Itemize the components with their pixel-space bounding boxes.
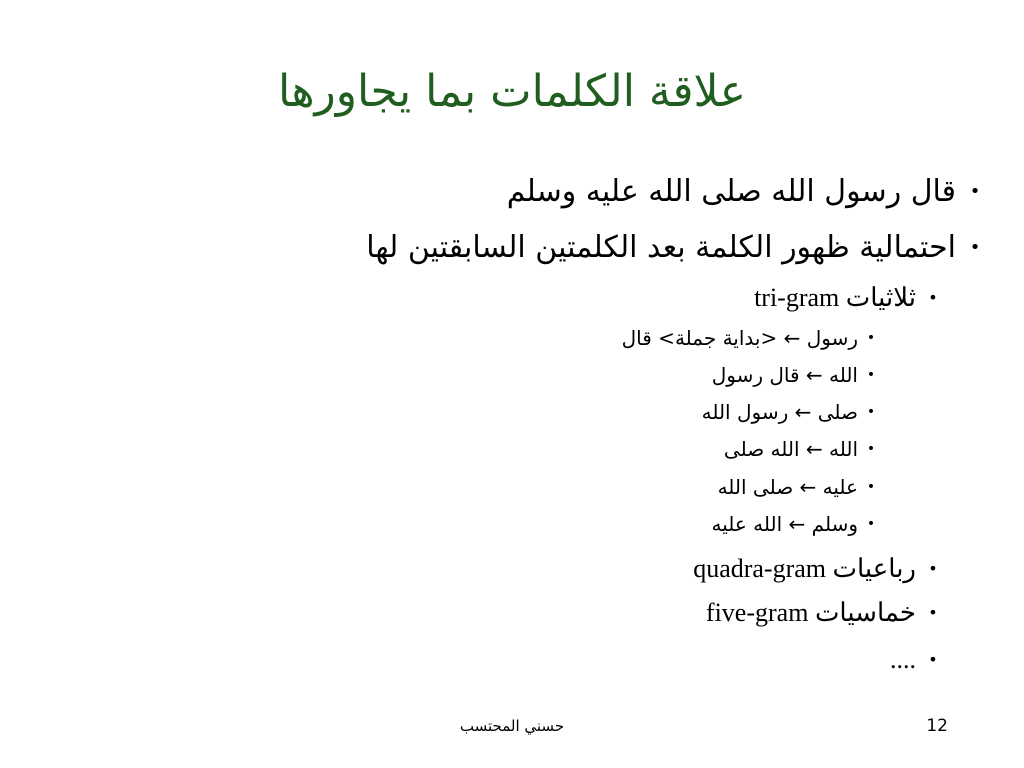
example-text: رسول ← <بداية جملة> قال — [621, 326, 858, 350]
bullet-dot-icon: • — [969, 181, 981, 202]
bullet-dot-icon: • — [928, 603, 938, 622]
bullet-dot-icon: • — [866, 516, 876, 532]
page-number: 12 — [926, 716, 948, 736]
footer-author: حسني المحتسب — [459, 717, 565, 735]
bullet-item — [507, 172, 994, 212]
example-item — [702, 398, 884, 426]
bullet-dot-icon: • — [969, 237, 981, 258]
example-item — [622, 324, 884, 352]
example-text: وسلم ← الله عليه — [711, 512, 858, 536]
bullet-dot-icon: • — [866, 441, 876, 457]
example-text: عليه ← صلى الله — [717, 475, 858, 499]
bullet-dot-icon: • — [866, 404, 876, 420]
bullet-dot-icon: • — [928, 559, 938, 578]
subbullet-text: رباعيات quadra-gram — [693, 554, 916, 583]
bullet-dot-icon: • — [866, 330, 876, 346]
subbullet-text: .... — [890, 645, 916, 674]
example-item — [712, 510, 884, 538]
bullet-dot-icon: • — [866, 367, 876, 383]
example-text: الله ← الله صلى — [723, 437, 858, 461]
example-item — [712, 361, 884, 389]
example-text: صلى ← رسول الله — [701, 400, 858, 424]
subbullet-item — [890, 642, 950, 678]
example-text: الله ← قال رسول — [711, 363, 858, 387]
slide-title: علاقة الكلمات بما يجاورها — [277, 66, 747, 117]
example-item — [724, 435, 884, 463]
example-item — [718, 473, 884, 501]
subbullet-text: ثلاثيات tri-gram — [754, 283, 916, 312]
subbullet-text: خماسيات five-gram — [705, 598, 916, 627]
bullet-text: احتمالية ظهور الكلمة بعد الكلمتين السابقتين لها — [366, 230, 956, 265]
subbullet-item — [706, 595, 950, 631]
bullet-dot-icon: • — [928, 288, 938, 307]
subbullet-item — [693, 551, 950, 587]
bullet-dot-icon: • — [928, 650, 938, 669]
bullet-text: قال رسول الله صلى الله عليه وسلم — [506, 174, 956, 209]
subbullet-item — [754, 280, 950, 316]
bullet-item — [366, 228, 994, 268]
bullet-dot-icon: • — [866, 479, 876, 495]
